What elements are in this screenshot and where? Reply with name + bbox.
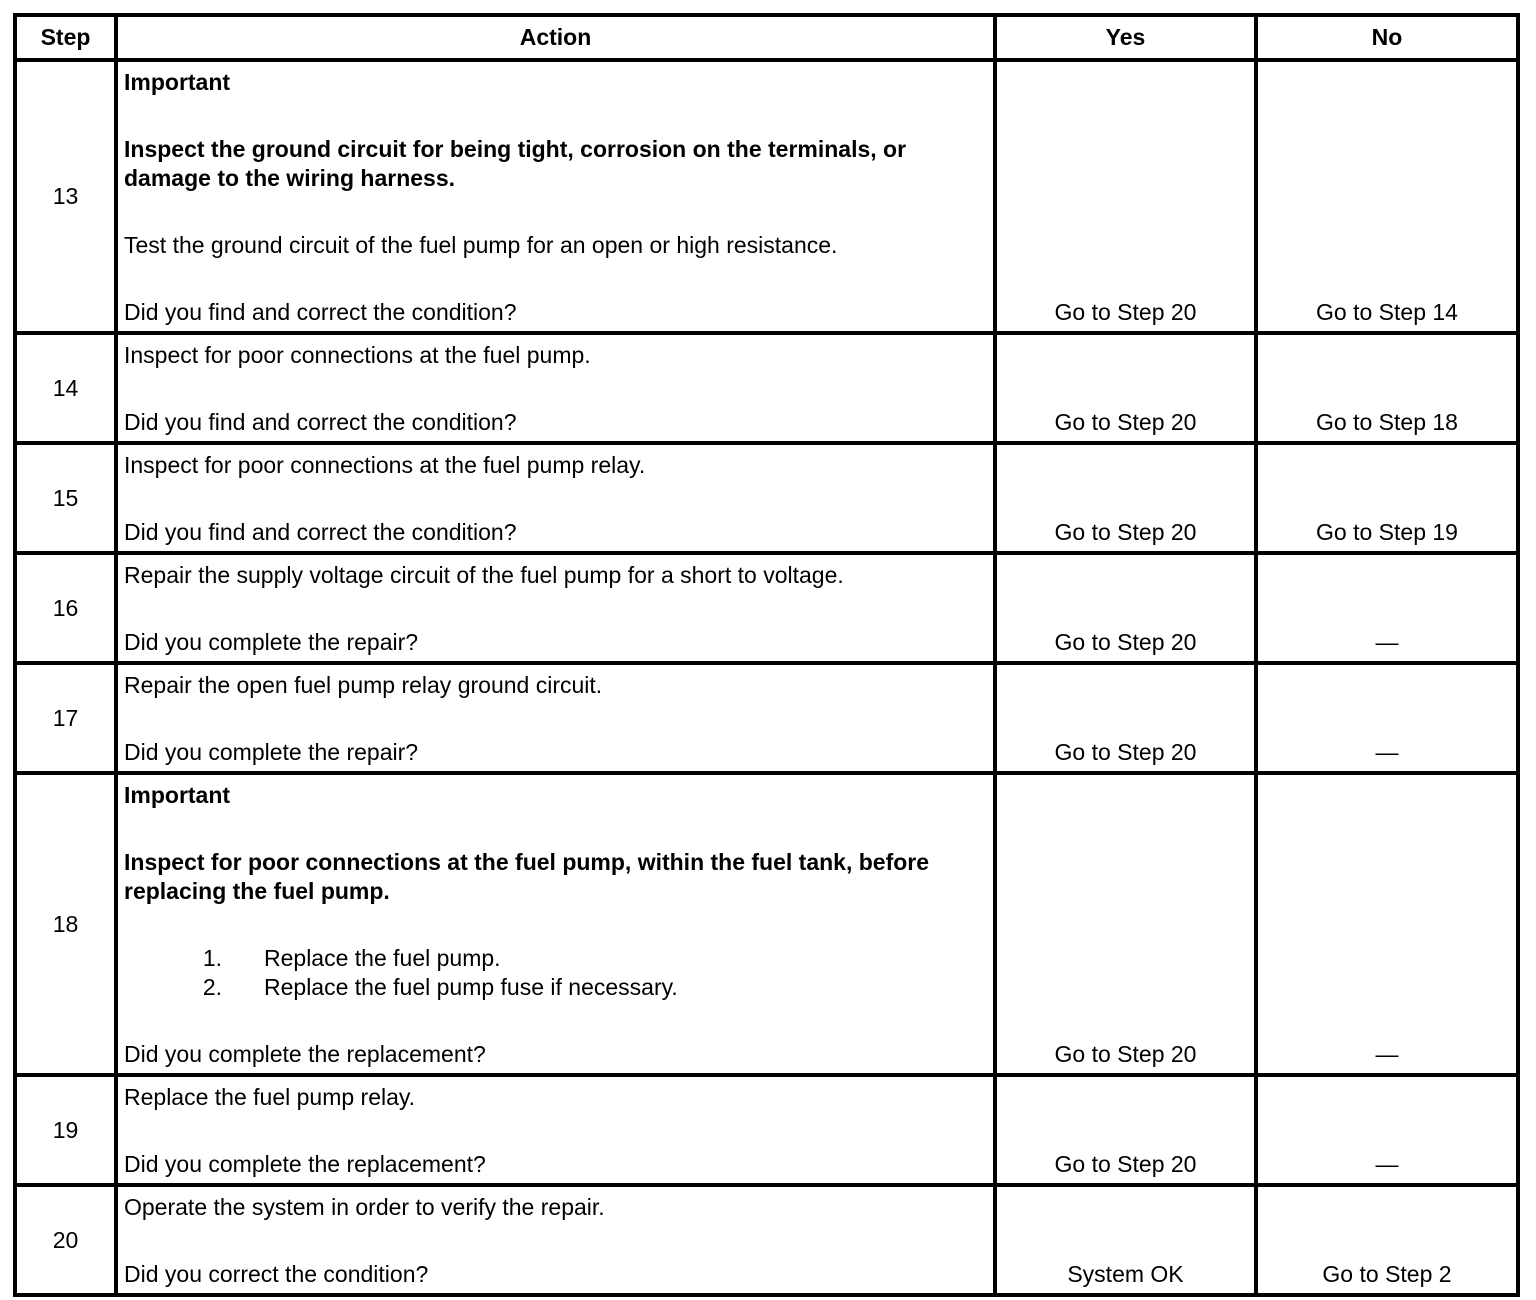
- action-cell: [116, 1075, 995, 1185]
- table-row: [15, 443, 1518, 553]
- header-step: Step: [15, 15, 116, 60]
- action-cell: [116, 60, 995, 333]
- important-label: Important: [124, 69, 231, 95]
- question-text: Did you find and correct the condition?: [124, 409, 517, 435]
- no-outcome: Go to Step 2: [1256, 1185, 1518, 1295]
- header-row: [15, 15, 1518, 60]
- action-cell: [116, 553, 995, 663]
- instruction-text: Repair the open fuel pump relay ground circuit.: [124, 672, 603, 698]
- no-outcome: —: [1256, 553, 1518, 663]
- yes-outcome: Go to Step 20: [995, 773, 1256, 1075]
- list-text: Replace the fuel pump.: [264, 945, 501, 971]
- list-item: [124, 944, 985, 973]
- step-number: 14: [15, 333, 116, 443]
- yes-outcome: Go to Step 20: [995, 1075, 1256, 1185]
- list-number: 2.: [202, 974, 222, 1000]
- question-text: Did you complete the repair?: [124, 629, 419, 655]
- yes-outcome: Go to Step 20: [995, 663, 1256, 773]
- question-text: Did you find and correct the condition?: [124, 299, 517, 325]
- table-row: [15, 553, 1518, 663]
- instruction-text: Inspect for poor connections at the fuel pump relay.: [124, 452, 646, 478]
- table-row: [15, 663, 1518, 773]
- step-number: 19: [15, 1075, 116, 1185]
- no-outcome: Go to Step 14: [1256, 60, 1518, 333]
- list-number: 1.: [202, 945, 222, 971]
- instruction-text: Inspect for poor connections at the fuel pump.: [124, 342, 591, 368]
- step-number: 15: [15, 443, 116, 553]
- header-no: No: [1256, 15, 1518, 60]
- important-text: Inspect for poor connections at the fuel pump, within the fuel tank, before replacing the fuel pump.: [124, 849, 930, 904]
- question-text: Did you correct the condition?: [124, 1261, 429, 1287]
- table-row: [15, 1075, 1518, 1185]
- instruction-text: Repair the supply voltage circuit of the fuel pump for a short to voltage.: [124, 562, 844, 588]
- header-action: Action: [116, 15, 995, 60]
- step-number: 20: [15, 1185, 116, 1295]
- instruction-text: Operate the system in order to verify the repair.: [124, 1194, 605, 1220]
- step-number: 18: [15, 773, 116, 1075]
- action-cell: [116, 333, 995, 443]
- list-item: [124, 973, 985, 1002]
- no-outcome: Go to Step 19: [1256, 443, 1518, 553]
- step-number: 13: [15, 60, 116, 333]
- yes-outcome: Go to Step 20: [995, 553, 1256, 663]
- yes-outcome: Go to Step 20: [995, 60, 1256, 333]
- table-row: [15, 333, 1518, 443]
- yes-outcome: System OK: [995, 1185, 1256, 1295]
- instruction-text: Test the ground circuit of the fuel pump for an open or high resistance.: [124, 232, 838, 258]
- important-label: Important: [124, 782, 231, 808]
- question-text: Did you find and correct the condition?: [124, 519, 517, 545]
- action-cell: [116, 773, 995, 1075]
- no-outcome: —: [1256, 773, 1518, 1075]
- no-outcome: —: [1256, 663, 1518, 773]
- no-outcome: Go to Step 18: [1256, 333, 1518, 443]
- no-outcome: —: [1256, 1075, 1518, 1185]
- action-cell: [116, 663, 995, 773]
- header-yes: Yes: [995, 15, 1256, 60]
- action-cell: [116, 443, 995, 553]
- list-text: Replace the fuel pump fuse if necessary.: [264, 974, 678, 1000]
- instruction-text: Replace the fuel pump relay.: [124, 1084, 416, 1110]
- action-cell: [116, 1185, 995, 1295]
- table-row: [15, 773, 1518, 1075]
- yes-outcome: Go to Step 20: [995, 333, 1256, 443]
- important-text: Inspect the ground circuit for being tight, corrosion on the terminals, or damage to the wiring harness.: [124, 136, 907, 191]
- diagnostic-table: [13, 13, 1520, 1297]
- question-text: Did you complete the repair?: [124, 739, 419, 765]
- yes-outcome: Go to Step 20: [995, 443, 1256, 553]
- table-row: [15, 60, 1518, 333]
- step-number: 17: [15, 663, 116, 773]
- question-text: Did you complete the replacement?: [124, 1151, 486, 1177]
- question-text: Did you complete the replacement?: [124, 1041, 486, 1067]
- replacement-steps-list: [124, 944, 985, 1002]
- table-row: [15, 1185, 1518, 1295]
- step-number: 16: [15, 553, 116, 663]
